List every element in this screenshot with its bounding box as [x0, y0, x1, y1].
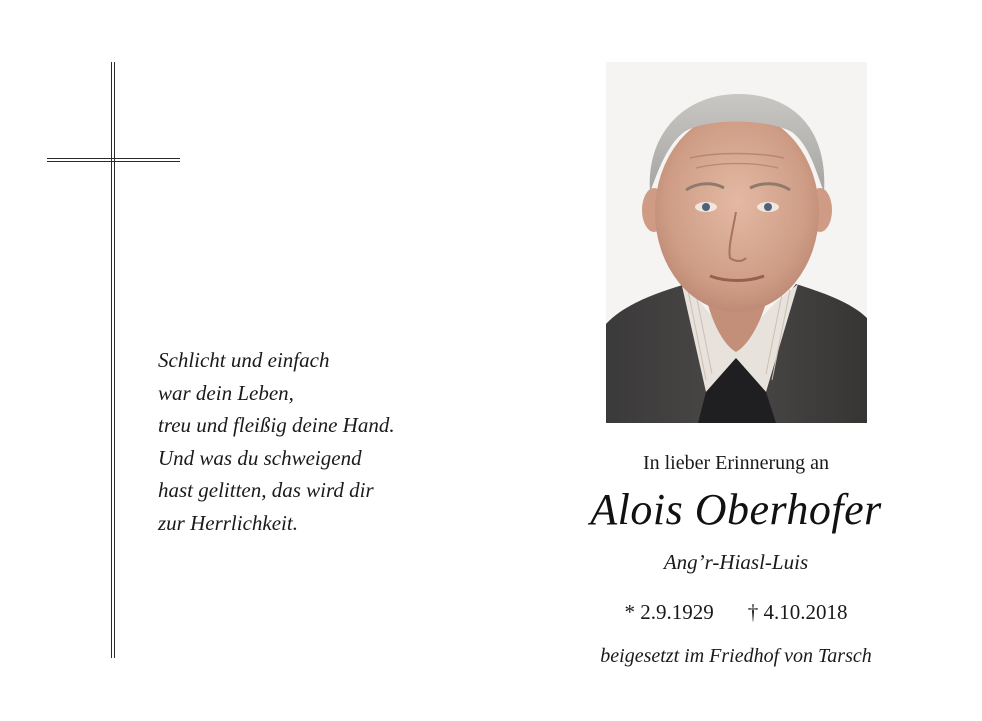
- intro-text: In lieber Erinnerung an: [642, 452, 830, 474]
- nickname: Ang’r-Hiasl-Luis: [663, 550, 809, 574]
- memorial-poem: [158, 344, 458, 539]
- poem-line: Schlicht und einfach: [158, 348, 330, 372]
- cross-vertical-line-right: [114, 62, 115, 658]
- cross-horizontal-line-top: [47, 158, 180, 159]
- poem-line: war dein Leben,: [158, 380, 294, 405]
- life-dates: [560, 600, 912, 625]
- poem-line: zur Herrlichkeit.: [158, 510, 298, 535]
- deceased-name: Alois Oberhofer: [590, 485, 882, 534]
- death-date: † 4.10.2018: [747, 600, 848, 624]
- cross-vertical-line-left: [111, 62, 112, 658]
- burial-place: beigesetzt im Friedhof von Tarsch: [600, 645, 872, 667]
- poem-line: treu und fleißig deine Hand.: [158, 413, 395, 437]
- poem-line: hast gelitten, das wird dir: [158, 478, 374, 502]
- portrait-photo: [606, 62, 867, 423]
- poem-line: Und was du schweigend: [158, 445, 362, 470]
- birth-date: * 2.9.1929: [624, 600, 714, 624]
- cross-horizontal-line-bottom: [47, 161, 180, 162]
